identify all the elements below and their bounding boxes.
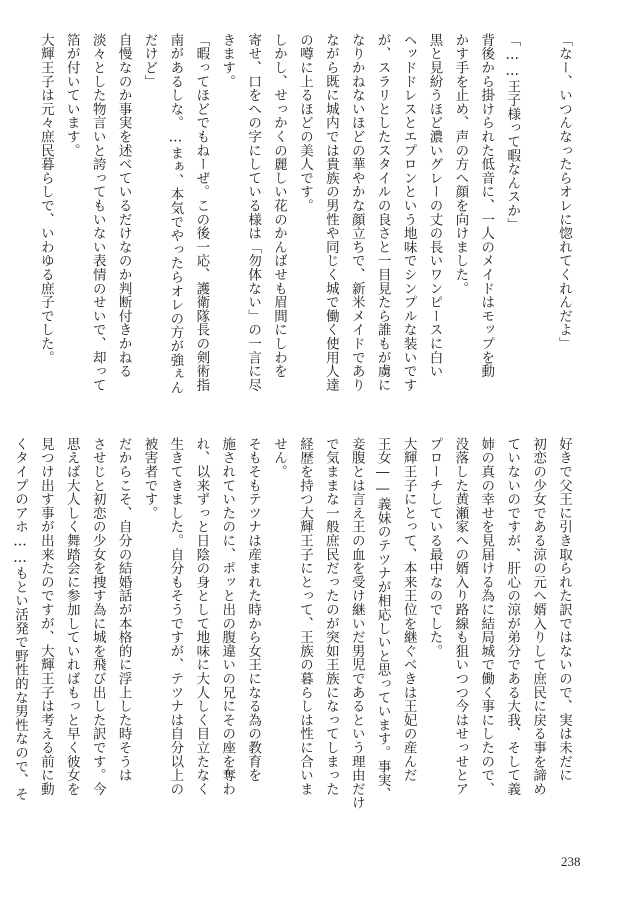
text-line: 思えば大人しく舞踏会に参加していればもっと早く彼女を: [63, 437, 80, 796]
text-line: 大輝王子は元々庶民暮らしで、いわゆる庶子でした。: [37, 33, 54, 365]
text-line: 淡々とした物言いと誇ってもいない表情のせいで、却って: [89, 33, 106, 392]
text-line: の噂に上るほどの美人です。: [296, 33, 313, 213]
text-line: で気ままな一般庶民だったのが突如王族になってしまった: [322, 437, 339, 796]
text-line: 「暇ってほどでもねーぜ。この後一応、護衛隊長の剣術指: [193, 33, 210, 392]
text-line: 初恋の少女である涼の元へ婿入りして庶民に戻る事を諦め: [530, 437, 547, 796]
text-line: かす手を止め、声の方へ顔を向けました。: [452, 33, 469, 296]
text-line: だけど」: [141, 33, 158, 89]
text-line: 黒と見紛うほど濃いグレーの丈の長いワンピースに白い: [426, 33, 443, 378]
text-line: なりかねないほどの華やかな顔立ちで、新米メイドであり: [348, 33, 365, 392]
text-line: 背後から掛けられた低音に、一人のメイドはモップを動: [478, 33, 495, 378]
text-line: 見つけ出す事が出来たのですが、大輝王子は考える前に動: [37, 437, 54, 796]
text-line: きます。: [219, 33, 236, 89]
text-line: 「……王子様って暇なんスか」: [504, 33, 521, 232]
text-line: 妾腹とは言え王の血を受け継いだ男児であるという理由だけ: [348, 437, 365, 810]
lower-text-block: [11, 437, 576, 829]
text-line: 生きてきました。自分もそうですが、テツナは自分以上の: [167, 437, 184, 796]
text-line: 大輝王子にとって、本来王位を継ぐべきは王妃の産んだ: [400, 437, 417, 782]
page-number: 238: [561, 854, 581, 869]
text-line: 施されていたのに、ポッと出の腹違いの兄にその座を奪わ: [219, 437, 236, 796]
text-line: 被害者です。: [141, 437, 158, 520]
text-line: しかし、せっかくの麗しい花のかんばせも眉間にしわを: [271, 33, 288, 378]
text-line: くタイプのアホ……もとい活発で野性的な男性なので、そ: [11, 437, 28, 801]
text-line: せん。: [271, 437, 288, 479]
text-line: 王女――義妹のテツナが相応しいと思っています。事実、: [374, 437, 391, 801]
text-line: ながら既に城内では貴族の男性や同じく城で働く使用人達: [322, 33, 339, 392]
text-line: 自慢なのか事実を述べているだけなのか判断付きかねる: [115, 33, 132, 378]
text-line: 南があるしな。…まぁ、本気でやったらオレの方が強ぇん: [167, 33, 184, 395]
text-line: だからこそ、自分の結婚話が本格的に浮上した時そうは: [115, 437, 132, 782]
upper-text-block: [37, 33, 576, 417]
text-line: れ、以来ずっと日陰の身として地味に大人しく目立たなく: [193, 437, 210, 796]
text-line: そもそもテツナは産まれた時から女王になる為の教育を: [245, 437, 262, 782]
text-line: 経歴を持つ大輝王子にとって、王族の暮らしは性に合いま: [296, 437, 313, 796]
text-line: 姉の真の幸せを見届ける為に結局城で働く事にしたので、: [478, 437, 495, 796]
text-line: 没落した黄瀬家への婿入り路線も狙いつつ今はせっせとア: [452, 437, 469, 796]
text-line: 箔が付いています。: [63, 33, 80, 158]
text-line: プローチしている最中なのでした。: [426, 437, 443, 658]
text-line: が、スラリとしたスタイルの良さと一目見たら誰もが虜に: [374, 33, 391, 392]
text-line: 好きで父王に引き取られた訳ではないので、実は未だに: [556, 437, 572, 782]
text-line: 寄せ、口をへの字にしている様は「勿体ない」の一言に尽: [245, 33, 262, 392]
text-line: させじと初恋の少女を捜す為に城を飛び出した訳です。今: [89, 437, 106, 796]
text-line: ヘッドドレスとエプロンという地味でシンプルな装いです: [400, 33, 417, 392]
text-line: [524, 33, 550, 417]
text-line: ていないのですが、肝心の涼が弟分である大我、そして義: [504, 437, 521, 796]
text-line: 「なー、いつんなったらオレに惚れてくれんだよ」: [556, 33, 572, 351]
